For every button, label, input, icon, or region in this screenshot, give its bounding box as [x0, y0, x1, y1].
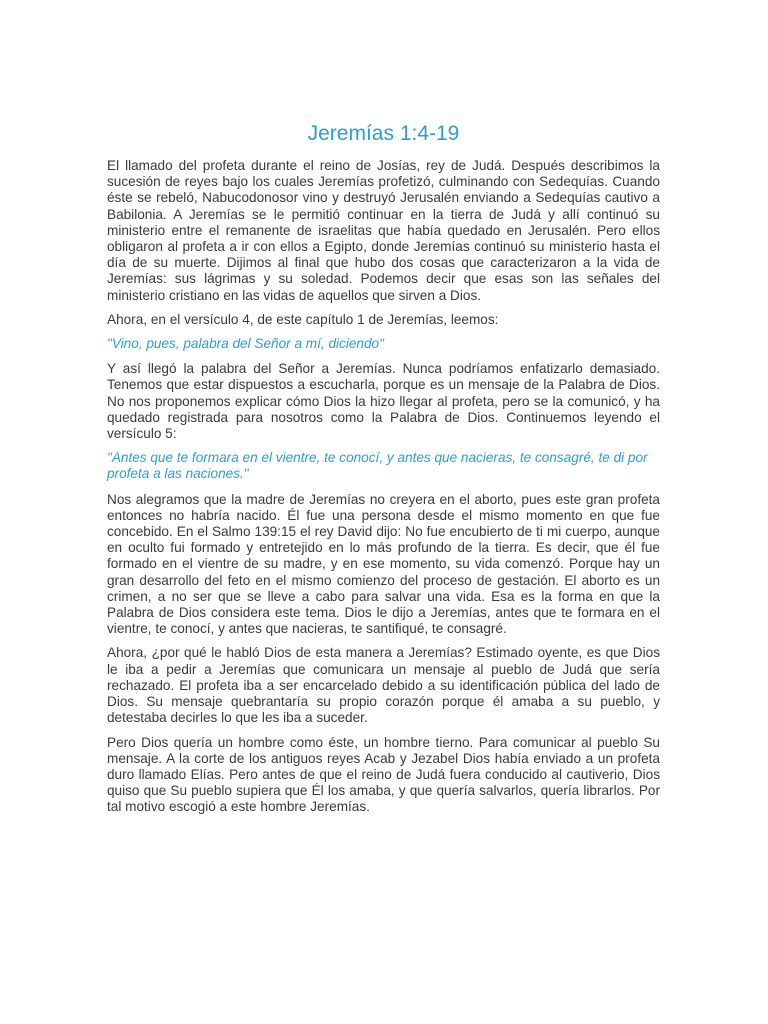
paragraph-why-god-spoke: Ahora, ¿por qué le habló Dios de esta manera a Jeremías? Estimado oyente, es que Dios le iba a pedir a Jeremías que comunicara un mensaje al pueblo de Judá que sería rechazado. El profeta iba a ser encarcelado debido a su identificación pública del lado de Dios. Su mensaje quebrantaría su propio corazón porque él amaba a su pueblo, y detestaba decirles lo que les iba a suceder. [107, 645, 660, 726]
paragraph-verse-4-intro: Ahora, en el versículo 4, de este capítulo 1 de Jeremías, leemos: [107, 311, 499, 327]
paragraph-intro: El llamado del profeta durante el reino de Josías, rey de Judá. Después describimos la sucesión de reyes bajo los cuales Jeremías profetizó, culminando con Sedequías. Cuando éste se rebeló, Nabucodonosor vino y destruyó Jerusalén enviando a Sedequías cautivo a Babilonia. A Jeremías se le permitió continuar en la tierra de Judá y allí continuó su ministerio entre el remanente de israelitas que había quedado en Jerusalén. Pero ellos obligaron al profeta a ir con ellos a Egipto, donde Jeremías continuó su ministerio hasta el día de su muerte. Dijimos al final que hubo dos cosas que caracterizaron a la vida de Jeremías: sus lágrimas y su soledad. Podemos decir que esas son las señales del ministerio cristiano en las vidas de aquellos que sirven a Dios. [107, 158, 660, 303]
scripture-quote-verse-5: "Antes que te formara en el vientre, te conocí, y antes que nacieras, te consagré, te di por profeta a las naciones." [107, 450, 648, 482]
paragraph-tender-man: Pero Dios quería un hombre como éste, un hombre tierno. Para comunicar al pueblo Su mensaje. A la corte de los antiguos reyes Acab y Jezabel Dios había enviado a un profeta duro llamado Elías. Pero antes de que el reino de Judá fuera conducido al cautiverio, Dios quiso que Su pueblo supiera que Él los amaba, y que quería salvarlos, quería librarlos. Por tal motivo escogió a este hombre Jeremías. [107, 734, 660, 815]
paragraph-word-of-god: Y así llegó la palabra del Señor a Jeremías. Nunca podríamos enfatizarlo demasiado. Tenemos que estar dispuestos a escucharla, porque es un mensaje de la Palabra de Dios. No nos proponemos explicar cómo Dios la hizo llegar al profeta, pero se la comunicó, y ha quedado registrada para nosotros como la Palabra de Dios. Continuemos leyendo el versículo 5: [107, 361, 660, 442]
scripture-quote-verse-4: "Vino, pues, palabra del Señor a mí, diciendo" [107, 336, 384, 352]
paragraph-abortion: Nos alegramos que la madre de Jeremías no creyera en el aborto, pues este gran profeta entonces no habría nacido. Él fue una persona desde el mismo momento en que fue concebido. En el Salmo 139:15 el rey David dijo: No fue encubierto de ti mi cuerpo, aunque en oculto fui formado y entretejido en lo más profundo de la tierra. Es decir, que él fue formado en el vientre de su madre, y en ese momento, su vida comenzó. Porque hay un gran desarrollo del feto en el mismo comienzo del proceso de gestación. El aborto es un crimen, a no ser que se lleve a cabo para salvar una vida. Esa es la forma en que la Palabra de Dios considera este tema. Dios le dijo a Jeremías, antes que te formara en el vientre, te conocí, y antes que nacieras, te santifiqué, te consagré. [107, 491, 660, 637]
page-title: Jeremías 1:4-19 [307, 122, 460, 145]
